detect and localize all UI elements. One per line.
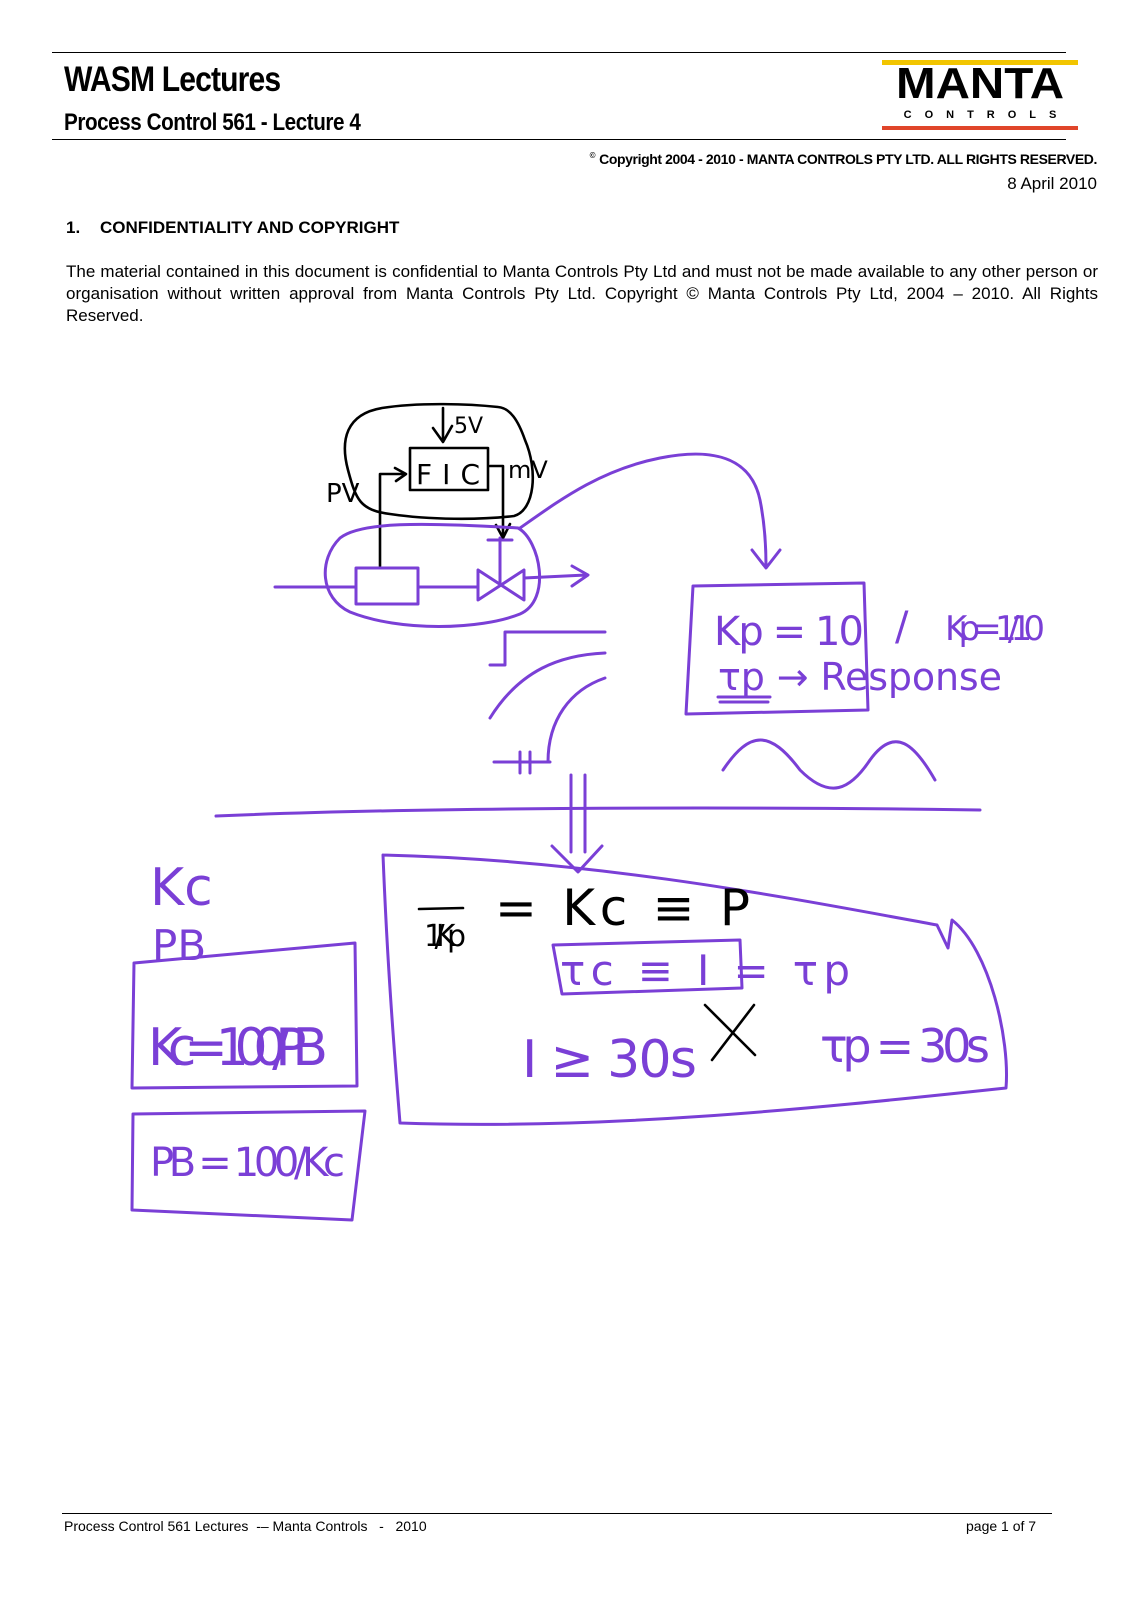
i-ge-30s-label: I ≥ 30s (522, 1030, 697, 1090)
black-ink-group (345, 404, 533, 566)
pv-label: PV (326, 479, 360, 509)
confidentiality-paragraph: The material contained in this document is confidential to Manta Controls Pty Ltd and must not be made available to any other person or organisation without written approval from Manta Controls Pty Ltd. Copyright © Manta Controls Pty Ltd, 2004 – 2010. All Rights Reserved. (66, 262, 1098, 325)
flow-element (356, 568, 418, 604)
kp-eq-1-over-10-label: Kp = 1/10 (945, 609, 1045, 649)
tau-c-equiv-i-label: τc ≡ I = τp (560, 946, 850, 995)
fitting-3 (548, 678, 605, 762)
footer-rule (62, 1513, 1052, 1514)
fic-label: FIC (416, 458, 480, 491)
sv-arrow (433, 408, 452, 442)
kp-eq-10-label: Kp = 10 (714, 609, 864, 655)
control-valve (478, 538, 524, 600)
divider-line (216, 808, 980, 816)
one-over-kp-label: 1/Kp (424, 919, 466, 954)
fitting-1 (490, 632, 605, 665)
loop-outline (345, 404, 533, 519)
double-down-arrow (552, 775, 602, 872)
tau-p-response-label: τp → Response (718, 655, 1002, 699)
purple-ink-group (132, 454, 1007, 1220)
kc-equiv-p-label: = Kc ≡ P (495, 879, 750, 937)
document-subtitle: Process Control 561 - Lecture 4 (64, 109, 361, 136)
document-date: 8 April 2010 (1007, 174, 1097, 193)
cross-mark (705, 1005, 755, 1060)
section-number: 1. (66, 218, 81, 237)
document-title: WASM Lectures (64, 60, 281, 99)
pb-eq-100-over-kc-label: PB = 100/Kc (150, 1140, 345, 1186)
sv-label: 5V (454, 414, 484, 439)
logo-tagline: CONTROLS (903, 109, 1070, 121)
tau-p-30s-label: τp = 30s (820, 1019, 990, 1073)
page-number: page 1 of 7 (966, 1518, 1037, 1534)
kc-label: Kc (150, 858, 213, 918)
section-title: CONFIDENTIALITY AND COPYRIGHT (100, 218, 400, 237)
kc-eq-100-over-pb-label: Kc = 100/PB (148, 1018, 328, 1078)
slash-label: / (895, 604, 909, 650)
logo-wordmark: MANTA (895, 59, 1065, 108)
arrow-to-box (520, 454, 780, 568)
fraction-bar (419, 908, 463, 909)
copyright-symbol: © (589, 151, 596, 160)
footer-left-text: Process Control 561 Lectures -– Manta Controls - 2010 (64, 1518, 427, 1534)
pb-label: PB (152, 921, 207, 970)
copyright-text: Copyright 2004 - 2010 - MANTA CONTROLS PTY LTD. ALL RIGHTS RESERVED. (599, 151, 1097, 167)
fitting-4 (494, 752, 550, 773)
response-wave (723, 740, 935, 788)
mv-label: mV (508, 456, 548, 484)
pv-line (380, 468, 406, 566)
